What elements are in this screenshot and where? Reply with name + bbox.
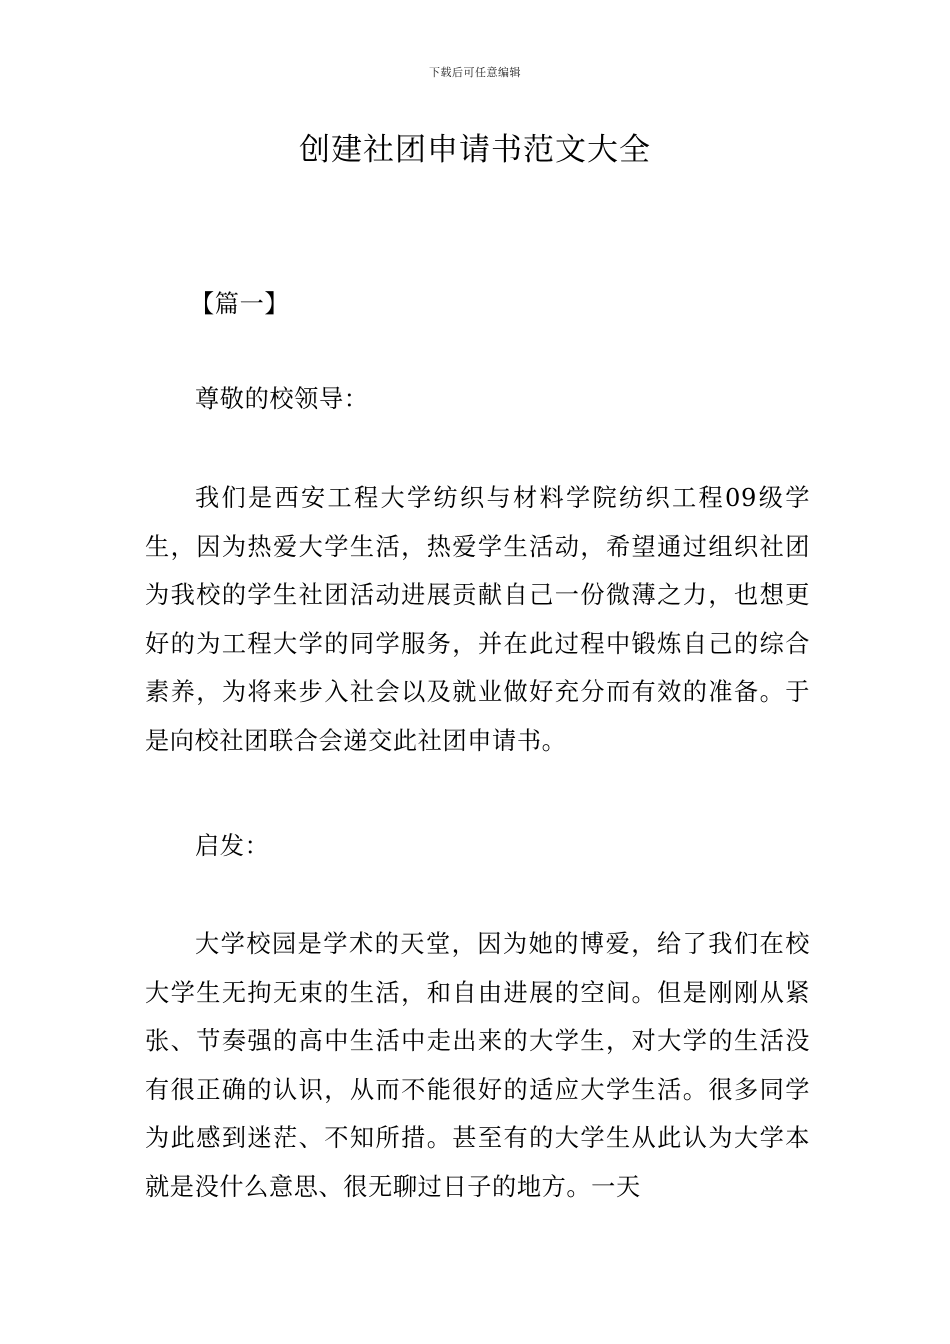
page-title: 创建社团申请书范文大全 <box>299 132 651 168</box>
section-heading: 【篇一】 <box>190 290 290 318</box>
body-paragraph-2: 大学校园是学术的天堂，因为她的博爱，给了我们在校大学生无拘无束的生活，和自由进展的空间。但是刚刚从紧张、节奏强的高中生活中走出来的大学生，对大学的生活没有很正确的认识，从而不能很好的适应大学生活。很多同学为此感到迷茫、不知所措。甚至有的大学生从此认为大学本就是没什么意思、很无聊过日子的地方。一天 <box>145 930 810 1201</box>
header-note: 下载后可任意编辑 <box>429 66 521 79</box>
body-paragraph-1: 我们是西安工程大学纺织与材料学院纺织工程09级学生，因为热爱大学生活，热爱学生活动，希望通过组织社团为我校的学生社团活动进展贡献自己一份微薄之力，也想更好的为工程大学的同学服务，并在此过程中锻炼自己的综合素养，为将来步入社会以及就业做好充分而有效的准备。于是向校社团联合会递交此社团申请书。 <box>145 484 810 755</box>
inspiration-label: 启发： <box>195 832 270 860</box>
salutation: 尊敬的校领导： <box>195 385 369 413</box>
